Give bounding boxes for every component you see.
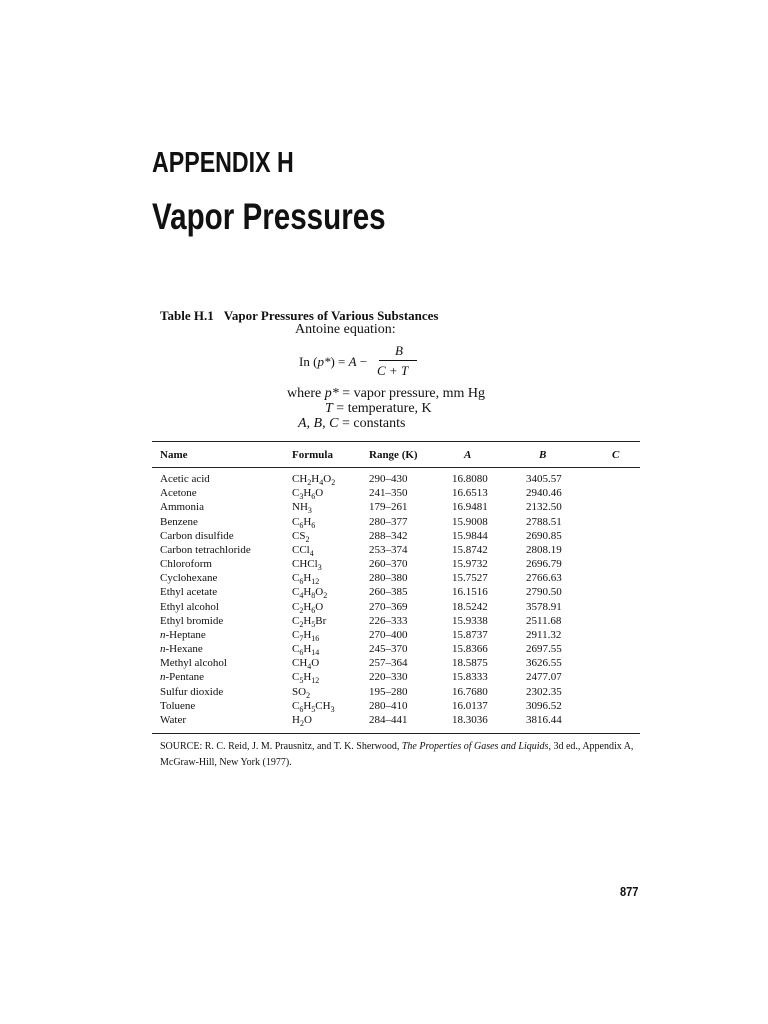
cell-a: 16.7680 — [452, 686, 488, 698]
p-symbol: p* — [324, 386, 339, 401]
cell-name: Toluene — [160, 700, 196, 712]
cell-a: 15.8737 — [452, 629, 488, 641]
table-number: Table H.1 — [160, 308, 214, 323]
cell-a: 18.3036 — [452, 714, 488, 726]
equation-a: A — [348, 354, 357, 369]
cell-a: 15.8742 — [452, 544, 488, 556]
header-formula: Formula — [292, 449, 333, 461]
header-b: B — [539, 449, 547, 461]
equation-numerator: B — [395, 343, 403, 358]
cell-b: 3578.91 — [526, 601, 562, 613]
cell-formula: $CH_4O$ — [292, 657, 320, 671]
cell-range: 284–441 — [369, 714, 408, 726]
header-c: C — [612, 449, 620, 461]
cell-formula: $C_2H_6O$ — [292, 601, 324, 615]
cell-b: 2788.51 — [526, 516, 562, 528]
cell-formula: $C_5H_{12}$ — [292, 671, 320, 685]
header-a: A — [464, 449, 472, 461]
header-range: Range (K) — [369, 449, 418, 461]
cell-a: 16.6513 — [452, 487, 488, 499]
cell-formula: $SO_2$ — [292, 686, 311, 700]
where-word: where — [287, 386, 322, 401]
cell-b: 3096.52 — [526, 700, 562, 712]
cell-b: 2690.85 — [526, 530, 562, 542]
cell-name: Chloroform — [160, 558, 212, 570]
cell-range: 179–261 — [369, 501, 408, 513]
cell-name: Acetone — [160, 487, 197, 499]
cell-a: 16.0137 — [452, 700, 488, 712]
cell-range: 280–377 — [369, 516, 408, 528]
definition-constants — [298, 416, 405, 432]
cell-formula: $C_2H_5Br$ — [292, 615, 327, 629]
abc-definition: = constants — [341, 416, 406, 431]
cell-a: 16.9481 — [452, 501, 488, 513]
cell-b: 2302.35 — [526, 686, 562, 698]
p-definition: = vapor pressure, mm Hg — [342, 386, 486, 401]
cell-range: 260–370 — [369, 558, 408, 570]
cell-range: 195–280 — [369, 686, 408, 698]
equation-var: p* — [317, 354, 331, 369]
definition-t — [325, 401, 432, 417]
cell-formula: CHCl$_3$ — [292, 558, 322, 572]
equation-minus: − — [359, 354, 368, 369]
source-note — [160, 739, 640, 771]
cell-b: 2511.68 — [526, 615, 562, 627]
equation-fn: In — [299, 354, 310, 369]
cell-b: 3405.57 — [526, 473, 562, 485]
source-prefix: SOURCE: R. C. Reid, J. M. Prausnitz, and T. K. Sherwood, — [160, 741, 402, 752]
cell-a: 18.5242 — [452, 601, 488, 613]
cell-b: 3816.44 — [526, 714, 562, 726]
fraction-bar — [379, 360, 417, 361]
cell-range: 245–370 — [369, 643, 408, 655]
cell-b: 3626.55 — [526, 657, 562, 669]
cell-formula: $C_3H_6O$ — [292, 487, 324, 501]
cell-a: 15.9732 — [452, 558, 488, 570]
table-top-rule — [152, 441, 640, 442]
cell-name: Ethyl acetate — [160, 586, 218, 598]
cell-range: 241–350 — [369, 487, 408, 499]
page-title: Vapor Pressures — [152, 196, 386, 237]
definition-p — [287, 386, 485, 402]
cell-range: 257–364 — [369, 657, 408, 669]
cell-name: Cyclohexane — [160, 572, 218, 584]
cell-formula: $C_6H_{14}$ — [292, 643, 320, 657]
cell-formula: $C_6H_6$ — [292, 516, 316, 530]
table-title: Vapor Pressures of Various Substances — [223, 308, 439, 323]
cell-formula: $C_4H_8O_2$ — [292, 586, 328, 600]
cell-formula: $H_2O$ — [292, 714, 312, 728]
cell-formula: $C_6H_5CH_3$ — [292, 700, 335, 714]
cell-a: 15.9844 — [452, 530, 488, 542]
cell-name: n-Heptane — [160, 629, 206, 641]
cell-formula: $CS_2$ — [292, 530, 310, 544]
cell-a: 18.5875 — [452, 657, 488, 669]
cell-b: 2132.50 — [526, 501, 562, 513]
cell-name: n-Pentane — [160, 671, 204, 683]
cell-a: 16.1516 — [452, 586, 488, 598]
cell-a: 15.8366 — [452, 643, 488, 655]
cell-b: 2790.50 — [526, 586, 562, 598]
equation-lhs: In (p*) = A − — [299, 354, 368, 369]
cell-range: 270–369 — [369, 601, 408, 613]
cell-a: 15.9338 — [452, 615, 488, 627]
abc-symbols: A, B, C — [298, 416, 339, 431]
cell-name: Acetic acid — [160, 473, 210, 485]
cell-name: Ammonia — [160, 501, 204, 513]
cell-a: 15.7527 — [452, 572, 488, 584]
cell-name: n-Hexane — [160, 643, 203, 655]
cell-name: Sulfur dioxide — [160, 686, 224, 698]
cell-name: Ethyl alcohol — [160, 601, 219, 613]
cell-b: 2808.19 — [526, 544, 562, 556]
page-number: 877 — [620, 884, 639, 899]
cell-b: 2940.46 — [526, 487, 562, 499]
cell-name: Water — [160, 714, 186, 726]
cell-name: Methyl alcohol — [160, 657, 227, 669]
cell-b: 2696.79 — [526, 558, 562, 570]
cell-formula: $C_7H_{16}$ — [292, 629, 320, 643]
cell-b: 2766.63 — [526, 572, 562, 584]
cell-formula: $CH_2H_4O_2$ — [292, 473, 336, 487]
cell-formula: $C_6H_{12}$ — [292, 572, 320, 586]
equation-intro: Antoine equation: — [295, 322, 396, 337]
cell-range: 226–333 — [369, 615, 408, 627]
cell-formula: $NH_3$ — [292, 501, 312, 515]
header-name: Name — [160, 449, 188, 461]
source-book-title: The Properties of Gases and Liquids — [401, 741, 549, 752]
cell-range: 270–400 — [369, 629, 408, 641]
cell-range: 280–380 — [369, 572, 408, 584]
t-symbol: T — [325, 401, 333, 416]
source-suffix: , 3d ed., Appendix A, McGraw-Hill, New York (1977). — [160, 741, 634, 768]
cell-name: Carbon disulfide — [160, 530, 234, 542]
t-definition: = temperature, K — [336, 401, 432, 416]
cell-formula: CCl$_4$ — [292, 544, 314, 558]
cell-name: Benzene — [160, 516, 198, 528]
cell-range: 260–385 — [369, 586, 408, 598]
table-bottom-rule — [152, 733, 640, 734]
cell-a: 15.8333 — [452, 671, 488, 683]
cell-a: 15.9008 — [452, 516, 488, 528]
cell-name: Carbon tetrachloride — [160, 544, 251, 556]
cell-range: 220–330 — [369, 671, 408, 683]
cell-name: Ethyl bromide — [160, 615, 224, 627]
antoine-equation — [299, 344, 439, 384]
cell-range: 280–410 — [369, 700, 408, 712]
cell-range: 290–430 — [369, 473, 408, 485]
equation-denominator: C + T — [377, 363, 409, 378]
cell-a: 16.8080 — [452, 473, 488, 485]
cell-b: 2697.55 — [526, 643, 562, 655]
cell-b: 2911.32 — [526, 629, 562, 641]
appendix-label: APPENDIX H — [152, 147, 294, 179]
cell-b: 2477.07 — [526, 671, 562, 683]
table-header-rule — [152, 467, 640, 468]
cell-range: 288–342 — [369, 530, 408, 542]
cell-range: 253–374 — [369, 544, 408, 556]
